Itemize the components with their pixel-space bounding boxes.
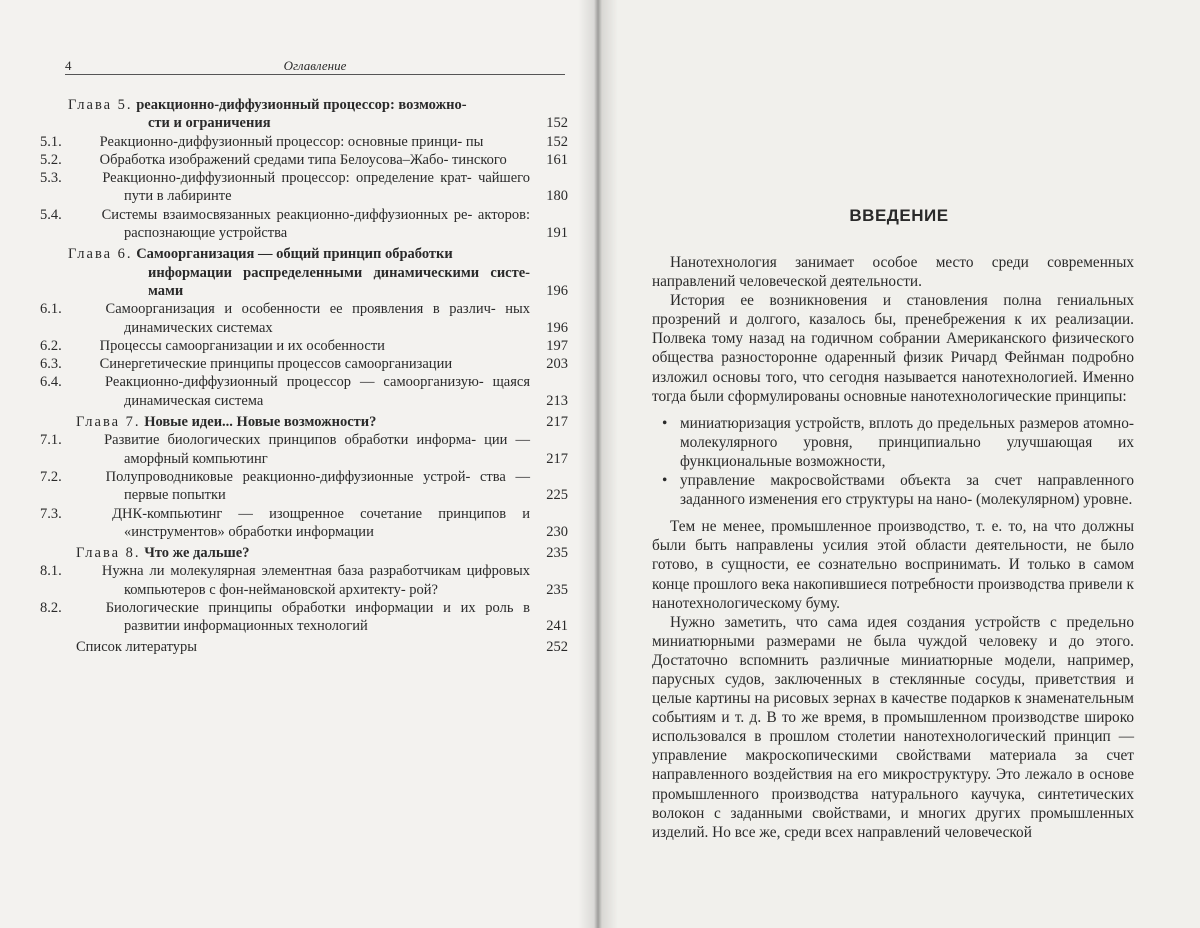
toc-page-number: 152 (546, 133, 568, 150)
toc-page-number: 235 (546, 545, 568, 562)
toc-chapter-label: Глава 7. (76, 414, 141, 431)
toc-section-text: ДНК-компьютинг — изощренное сочетание принципов и «инструментов» обработки информации (112, 505, 531, 540)
toc-section-title (40, 151, 536, 169)
bullet-item: • управление макросвойствами объекта за счет направленного заданного изменения его структуры на нано- (молекулярном) уровне. (652, 471, 1134, 509)
toc-section (40, 206, 568, 243)
toc-page-number: 217 (546, 414, 568, 431)
toc-section-title (40, 133, 536, 151)
toc-chapter-row (68, 114, 568, 132)
toc-chapter-row (68, 264, 568, 301)
toc-section-title (40, 337, 536, 355)
toc-section-number: 8.1. (40, 563, 62, 580)
toc-section (40, 151, 568, 169)
toc-section-number: 5.1. (40, 133, 62, 150)
bullet-list (652, 414, 1134, 509)
toc-section (40, 169, 568, 206)
toc-page-number: 213 (546, 392, 568, 409)
toc-page-number: 161 (546, 151, 568, 168)
toc-section-number: 6.1. (40, 301, 62, 318)
toc-section (40, 133, 568, 151)
toc-section (40, 337, 568, 355)
toc-section-title (40, 206, 536, 243)
toc-page-number: 252 (546, 638, 568, 655)
toc-chapter-title-cont: информации распределенными динамическими систе- мами (148, 264, 530, 299)
toc-section-number: 7.1. (40, 432, 62, 449)
toc-page-number: 203 (546, 356, 568, 373)
toc-section (40, 373, 568, 410)
toc-section-number: 6.3. (40, 356, 62, 373)
toc-chapter-title (68, 245, 568, 263)
toc-chapter (40, 544, 568, 635)
toc-page-number: 191 (546, 225, 568, 242)
toc-section-title (40, 431, 536, 468)
toc-section-text: Реакционно-диффузионный процессор: основные принци- пы (99, 133, 484, 150)
toc-section-text: Нужна ли молекулярная элементная база разработчикам цифровых компьютеров с фон-неймановской архитекту- рой? (101, 563, 531, 598)
toc-section (40, 505, 568, 542)
toc-page-number: 225 (546, 487, 568, 504)
toc-chapter-title-cont: сти и ограничения (148, 115, 271, 132)
toc-section-text: Синергетические принципы процессов самоорганизации (99, 356, 453, 373)
paragraph: Нанотехнология занимает особое место среди современных направлений человеческой деятельности. (652, 254, 1134, 291)
running-title: Оглавление (283, 58, 347, 73)
toc-section-text: Реакционно-диффузионный процессор — самоорганизую- щаяся динамическая система (104, 374, 530, 409)
toc-section (40, 468, 568, 505)
page-number: 4 (65, 58, 72, 73)
toc-section-title (40, 468, 536, 505)
toc-section-title (40, 300, 536, 337)
toc-chapter-title (68, 96, 568, 114)
toc-chapter (40, 245, 568, 410)
toc-section-text: Самоорганизация и особенности ее проявления в различ- ных динамических системах (105, 301, 530, 336)
toc-page-number: 230 (546, 523, 568, 540)
toc-page-number: 180 (546, 188, 568, 205)
toc-section-number: 7.3. (40, 505, 62, 522)
section-heading: ВВЕДЕНИЕ (849, 206, 949, 225)
intro-text (652, 253, 1134, 842)
toc-section (40, 562, 568, 599)
toc-chapter-row (68, 245, 568, 263)
toc-section-title (40, 169, 536, 206)
book-gutter (578, 0, 618, 928)
paragraph: История ее возникновения и становления полна гениальных прозрений и долгого, казалось бы, пренебрежения к их реализации. Полвека тому назад на годичном собрании Американского физического общества разносторонне одаренный физик Ричард Фейнман подробно изложил основы того, что сегодня называется нанотехнологией. Именно тогда были сформулированы основные нанотехнологические принципы: (652, 292, 1134, 405)
toc-section-text: Обработка изображений средами типа Белоусова–Жабо- тинского (99, 151, 507, 168)
toc-section (40, 300, 568, 337)
toc-page-number: 235 (546, 581, 568, 598)
toc-chapter-title (68, 544, 536, 562)
toc-section-text: Реакционно-диффузионный процессор: определение крат- чайшего пути в лабиринте (102, 170, 530, 205)
toc-chapter-label: Глава 8. (76, 545, 141, 562)
toc-section-title (40, 562, 536, 599)
toc-section-text: Биологические принципы обработки информации и их роль в развитии информационных технологий (105, 600, 531, 635)
toc-section-number: 6.2. (40, 337, 62, 354)
toc-section-title (40, 505, 536, 542)
toc-section-number: 5.2. (40, 151, 62, 168)
toc-references (68, 638, 568, 656)
toc-section (40, 355, 568, 373)
toc-section (40, 431, 568, 468)
toc-section-number: 8.2. (40, 600, 62, 617)
toc-chapter-title (68, 413, 536, 431)
toc-section-text: Системы взаимосвязанных реакционно-диффузионных ре- акторов: распознающие устройства (101, 206, 530, 242)
toc-page-number: 196 (546, 282, 568, 299)
toc-section-number: 6.4. (40, 374, 62, 391)
toc-chapter-name: Новые идеи... Новые возможности? (144, 414, 377, 431)
toc-section-title (40, 373, 536, 410)
toc-chapter-row (68, 544, 568, 562)
toc-section-text: Процессы самоорганизации и их особенности (99, 337, 385, 354)
toc-section-number: 5.3. (40, 170, 62, 187)
toc-chapter-name: реакционно-диффузионный процессор: возможно- (136, 97, 467, 113)
toc-page-number: 241 (546, 618, 568, 635)
toc-chapter-row (68, 96, 568, 114)
toc-chapter-label: Глава 5. (68, 97, 133, 113)
toc-section-title (40, 355, 536, 373)
toc-section-number: 5.4. (40, 206, 62, 223)
toc-section (40, 599, 568, 636)
toc-section-number: 7.2. (40, 468, 62, 485)
bullet-item: • миниатюризация устройств, вплоть до предельных размеров атомно-молекулярного уровня, принципиально улучшающая их функциональные возможности, (652, 414, 1134, 471)
toc-page-number: 197 (546, 337, 568, 354)
toc-chapter-label: Глава 6. (68, 246, 133, 263)
toc-section-text: Развитие биологических принципов обработки информа- ции — аморфный компьютинг (104, 432, 530, 467)
toc-page-number: 196 (546, 319, 568, 336)
table-of-contents (40, 96, 568, 656)
toc-chapter (40, 96, 568, 242)
paragraph: Нужно заметить, что сама идея создания устройств с предельно миниатюрными размерами не была чуждой человеку и до этого. Достаточно вспомнить различные миниатюрные модели, например, парусных судов, заключенных в стеклянные сосуды, приветствия и целые картины на рисовых зернах в качестве подарков к знаменательным событиям и т. д. В то же время, в промышленном производстве широко использовался в прошлом столетии нанотехнологический принцип — управление макроскопическими свойствами материала за счет направленного воздействия на его микроструктуру. Это лежало в основе промышленного производства натурального каучука, синтетических волокон с заданными свойствами, и многих других промышленных изделий. Но все же, среди всех направлений человеческой (652, 613, 1134, 841)
running-header (65, 58, 565, 75)
toc-page-number: 217 (546, 450, 568, 467)
toc-section-title (40, 599, 536, 636)
toc-references-title: Список литературы (76, 638, 198, 655)
toc-chapter-name: Самоорганизация — общий принцип обработки (136, 246, 453, 263)
toc-chapter-name: Что же дальше? (144, 545, 250, 562)
toc-chapter (40, 413, 568, 541)
toc-chapter-row (68, 413, 568, 431)
toc-section-text: Полупроводниковые реакционно-диффузионные устрой- ства — первые попытки (105, 468, 530, 504)
toc-page-number: 152 (546, 115, 568, 132)
paragraph: Тем не менее, промышленное производство, т. е. то, на что должны были быть направлены усилия этой области деятельности, не было готово, в сущности, ее сознательно воспринимать. И только в самом конце прошлого века накопившиеся потребности производства привели к нанотехнологическому буму. (652, 518, 1134, 612)
